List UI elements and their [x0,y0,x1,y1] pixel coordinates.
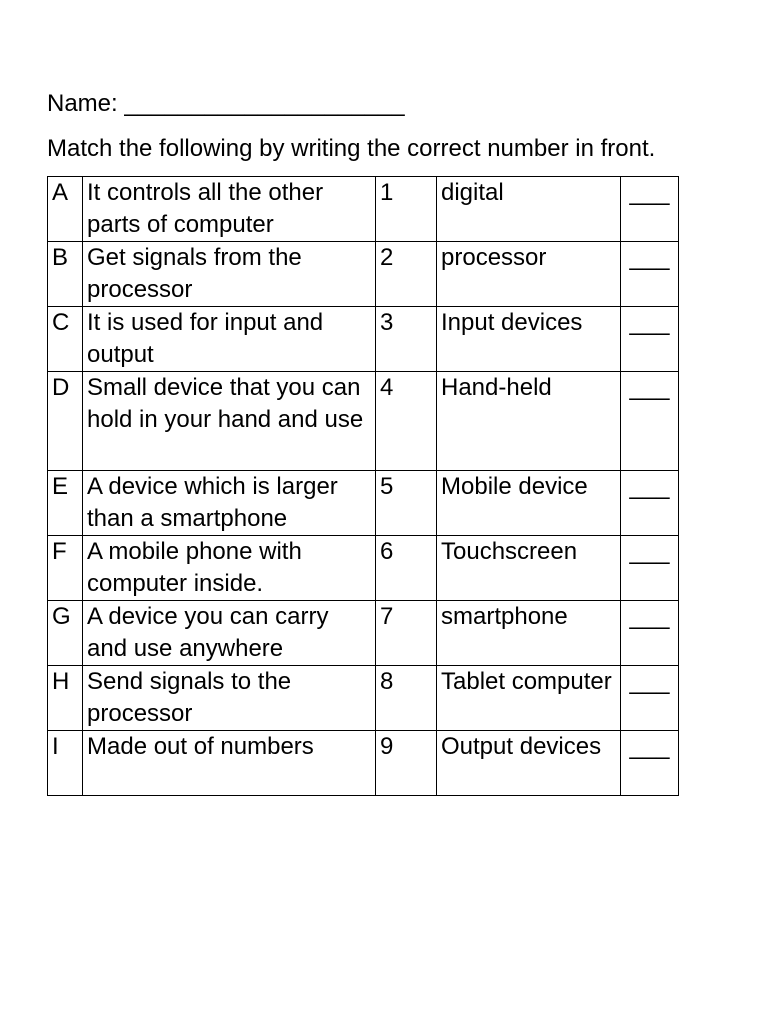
row-letter: F [48,536,83,601]
row-term: Mobile device [437,471,621,536]
answer-blank[interactable]: ___ [621,536,679,601]
table-row [48,471,679,536]
row-description: Send signals to the processor [83,666,376,731]
table-row [48,536,679,601]
row-letter: A [48,177,83,242]
row-term: Touchscreen [437,536,621,601]
answer-blank[interactable]: ___ [621,731,679,796]
row-term: smartphone [437,601,621,666]
table-row [48,372,679,471]
table-row [48,177,679,242]
row-term: Tablet computer [437,666,621,731]
row-number: 1 [376,177,437,242]
row-number: 2 [376,242,437,307]
row-description: Small device that you can hold in your hand and use [83,372,376,471]
row-description: A device which is larger than a smartphone [83,471,376,536]
row-letter: E [48,471,83,536]
row-description: A mobile phone with computer inside. [83,536,376,601]
matching-table [47,176,679,796]
table-row [48,601,679,666]
row-number: 3 [376,307,437,372]
row-letter: C [48,307,83,372]
row-term: Input devices [437,307,621,372]
row-number: 5 [376,471,437,536]
row-number: 7 [376,601,437,666]
row-description: A device you can carry and use anywhere [83,601,376,666]
row-letter: B [48,242,83,307]
row-description: It is used for input and output [83,307,376,372]
row-number: 6 [376,536,437,601]
answer-blank[interactable]: ___ [621,372,679,471]
row-term: processor [437,242,621,307]
table-row [48,731,679,796]
row-number: 8 [376,666,437,731]
answer-blank[interactable]: ___ [621,601,679,666]
answer-blank[interactable]: ___ [621,177,679,242]
row-letter: G [48,601,83,666]
row-term: digital [437,177,621,242]
row-letter: H [48,666,83,731]
row-letter: D [48,372,83,471]
answer-blank[interactable]: ___ [621,666,679,731]
row-term: Hand-held [437,372,621,471]
table-row [48,666,679,731]
row-description: Get signals from the processor [83,242,376,307]
row-number: 9 [376,731,437,796]
table-row [48,242,679,307]
answer-blank[interactable]: ___ [621,242,679,307]
row-term: Output devices [437,731,621,796]
table-row [48,307,679,372]
row-number: 4 [376,372,437,471]
row-description: It controls all the other parts of computer [83,177,376,242]
answer-blank[interactable]: ___ [621,307,679,372]
worksheet [47,88,678,796]
row-description: Made out of numbers [83,731,376,796]
row-letter: I [48,731,83,796]
instructions-text: Match the following by writing the correct number in front. [47,135,656,162]
answer-blank[interactable]: ___ [621,471,679,536]
name-field-label: Name: _____________________ [47,90,405,117]
